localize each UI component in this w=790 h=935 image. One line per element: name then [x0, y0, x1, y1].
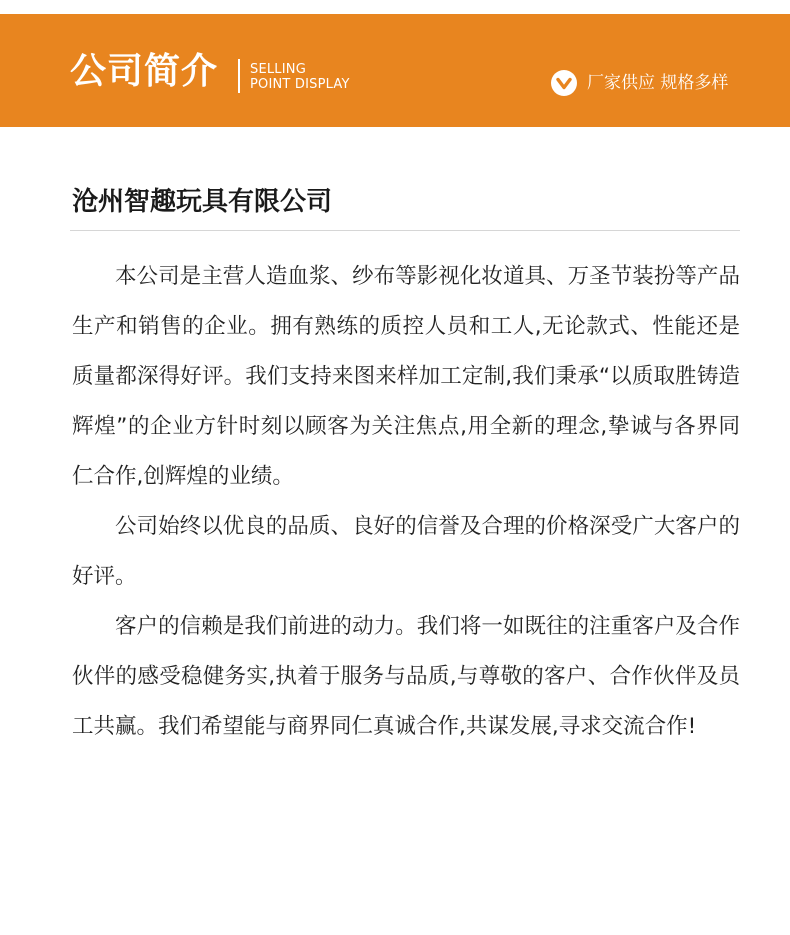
company-name: 沧州智趣玩具有限公司 — [72, 187, 333, 217]
banner-title: 公司简介 — [70, 51, 219, 92]
paragraph-commitment: 客户的信赖是我们前进的动力。我们将一如既往的注重客户及合作伙伴的感受稳健务实,执着于服务与品质,与尊敬的客户、合作伙伴及员工共赢。我们希望能与商界同仁真诚合作,共谋发展,寻求交流合作! — [72, 614, 740, 739]
banner-slogan: 厂家供应 规格多样 — [587, 73, 729, 93]
chevron-down-circle-icon — [551, 70, 577, 96]
paragraph-reputation: 公司始终以优良的品质、良好的信誉及合理的价格深受广大客户的好评。 — [72, 514, 740, 589]
banner-subtitle — [250, 62, 350, 92]
banner-subtitle-line2: POINT DISPLAY — [250, 77, 350, 92]
banner-divider — [238, 59, 240, 93]
title-divider — [70, 230, 740, 231]
banner-subtitle-line1: SELLING — [250, 62, 306, 77]
paragraph-intro: 本公司是主营人造血浆、纱布等影视化妆道具、万圣节装扮等产品生产和销售的企业。拥有熟练的质控人员和工人,无论款式、性能还是质量都深得好评。我们支持来图来样加工定制,我们秉承“以质取胜铸造辉煌”的企业方针时刻以顾客为关注焦点,用全新的理念,挚诚与各界同仁合作,创辉煌的业绩。 — [72, 264, 740, 489]
company-description — [72, 252, 740, 752]
header-banner — [0, 14, 790, 127]
